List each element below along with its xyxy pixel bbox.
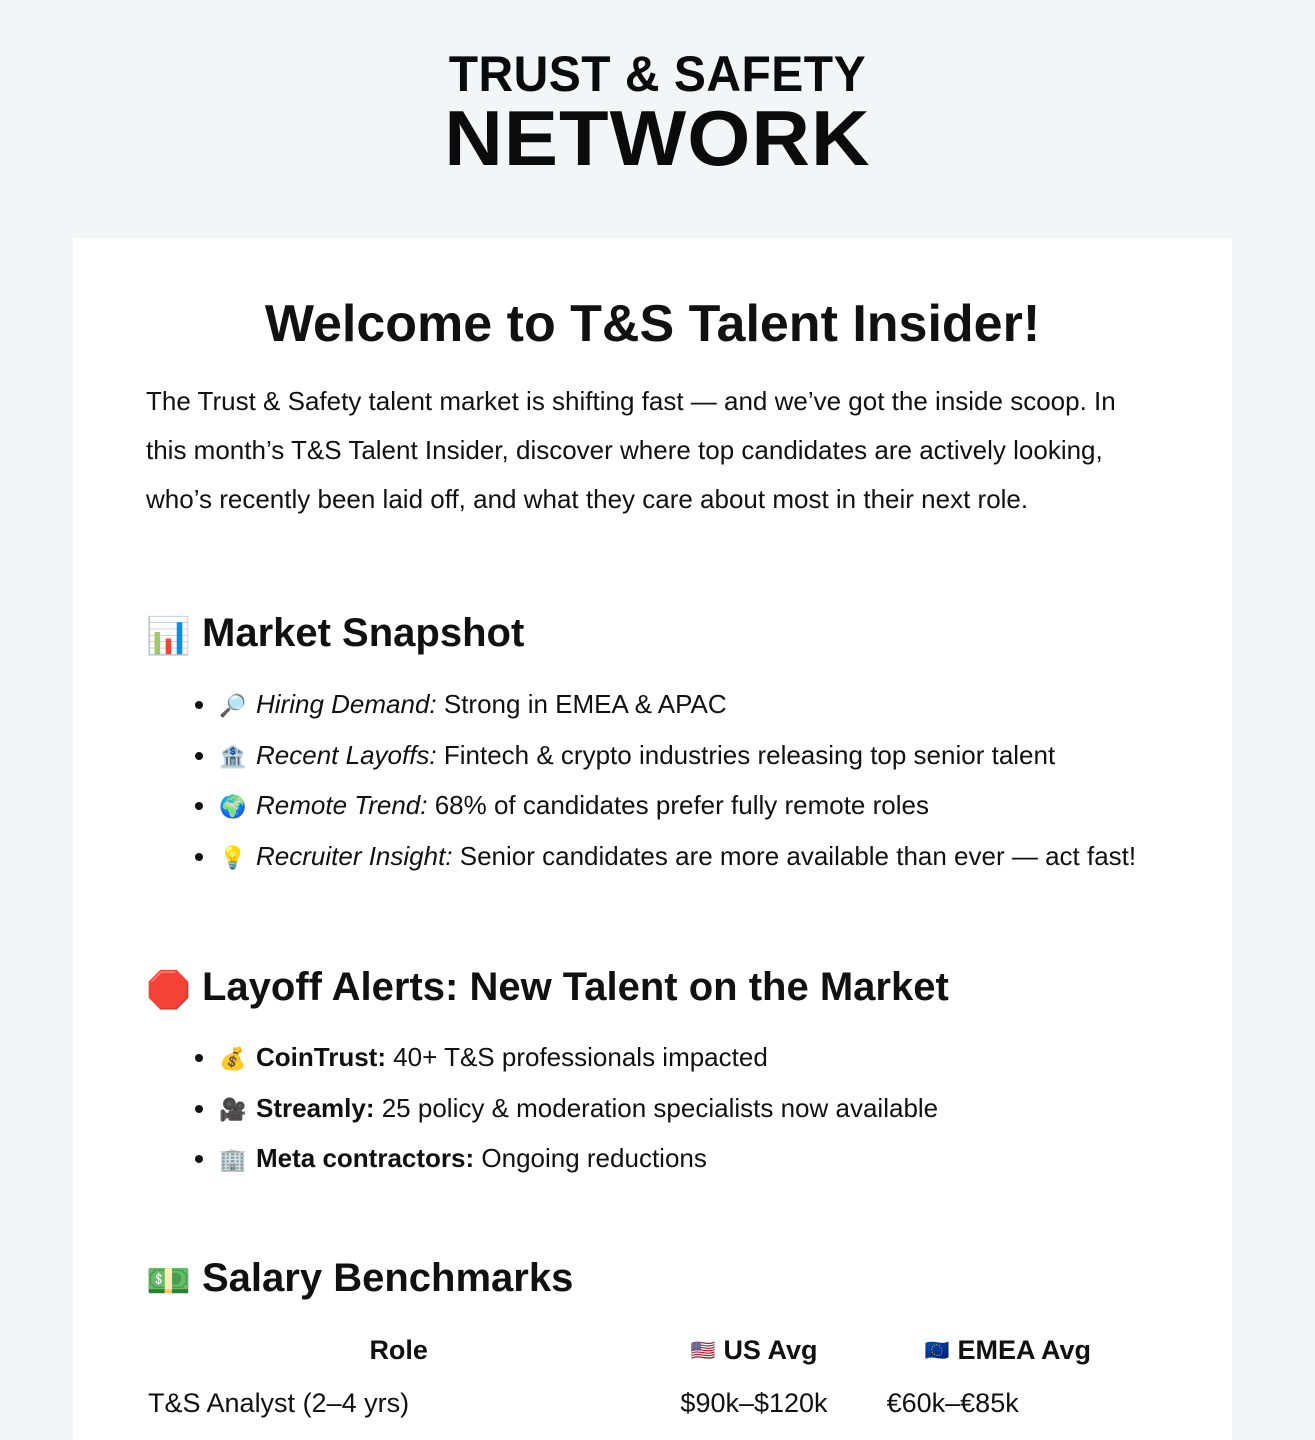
column-header-emea-avg-text: EMEA Avg: [957, 1334, 1091, 1365]
list-item-label: Recent Layoffs:: [256, 739, 437, 770]
logo-line-2: NETWORK: [444, 94, 871, 182]
list-item-label: Streamly:: [256, 1092, 375, 1123]
list-item: [218, 1134, 1158, 1185]
eu-flag-icon: 🇪🇺: [924, 1339, 950, 1362]
list-item: [218, 832, 1158, 883]
globe-icon: 🌍: [219, 794, 247, 819]
masthead: [0, 46, 1315, 182]
list-item-text: 25 policy & moderation specialists now available: [374, 1092, 939, 1123]
salary-table: [146, 1323, 1159, 1429]
office-building-icon: 🏢: [219, 1147, 247, 1172]
newsletter-title: Welcome to T&S Talent Insider!: [264, 295, 1041, 353]
column-header-us-avg-text: US Avg: [723, 1334, 818, 1365]
list-item: [218, 1084, 1158, 1135]
list-item: [218, 781, 1158, 832]
list-item-text: 68% of candidates prefer fully remote roles: [427, 790, 929, 820]
market-snapshot-heading: [146, 609, 524, 660]
list-item-text: Senior candidates are more available than ever — act fast!: [452, 840, 1137, 871]
list-item: [218, 1033, 1158, 1084]
bar-chart-icon: 📊: [146, 615, 191, 656]
logo-line-1: TRUST & SAFETY: [448, 46, 867, 102]
us-flag-icon: 🇺🇸: [690, 1339, 716, 1362]
list-item-label: Remote Trend:: [256, 790, 428, 820]
layoff-alerts-heading-text: Layoff Alerts: New Talent on the Market: [202, 965, 949, 1009]
salary-benchmarks-heading: [146, 1254, 573, 1305]
list-item-label: CoinTrust:: [256, 1042, 386, 1072]
video-camera-icon: 🎥: [219, 1096, 247, 1122]
magnifier-icon: 🔎: [219, 693, 247, 718]
stop-sign-icon: 🛑: [146, 969, 191, 1010]
list-item-text: Fintech & crypto industries releasing top senior talent: [436, 739, 1056, 770]
money-bag-icon: 💰: [219, 1046, 247, 1071]
emea-avg-cell: €60k–€85k: [886, 1387, 1019, 1418]
column-header-us-avg: [651, 1323, 856, 1377]
role-cell: T&S Analyst (2–4 yrs): [148, 1387, 410, 1418]
light-bulb-icon: 💡: [219, 844, 247, 870]
market-snapshot-list: [146, 680, 1158, 882]
salary-benchmarks-heading-text: Salary Benchmarks: [202, 1256, 574, 1300]
table-row: [146, 1377, 1159, 1429]
newsletter-card: [73, 238, 1232, 1440]
list-item-label: Hiring Demand:: [256, 689, 437, 719]
trust-safety-network-logo[interactable]: [440, 46, 875, 182]
list-item: [218, 731, 1158, 782]
column-header-role: Role: [369, 1334, 428, 1365]
money-icon: 💵: [146, 1260, 191, 1301]
list-item: [218, 680, 1158, 731]
list-item-label: Recruiter Insight:: [256, 840, 453, 871]
list-item-text: Ongoing reductions: [474, 1143, 707, 1173]
layoff-alerts-list: [146, 1033, 1158, 1185]
column-header-emea-avg: [857, 1323, 1159, 1377]
list-item-text: 40+ T&S professionals impacted: [386, 1042, 768, 1072]
salary-table-header-row: [146, 1323, 1159, 1377]
market-snapshot-heading-text: Market Snapshot: [202, 611, 525, 655]
us-avg-cell: $90k–$120k: [680, 1387, 828, 1418]
layoff-alerts-heading: [146, 963, 949, 1014]
bank-icon: 🏦: [219, 743, 247, 769]
list-item-text: Strong in EMEA & APAC: [436, 689, 727, 719]
intro-paragraph: The Trust & Safety talent market is shifting fast — and we’ve got the inside scoop. In this month’s T&S Talent Insider, discover where top candidates are actively looking, who’s recently been laid off, and what they care about most in their next role.: [146, 386, 1116, 514]
list-item-label: Meta contractors:: [256, 1143, 475, 1173]
